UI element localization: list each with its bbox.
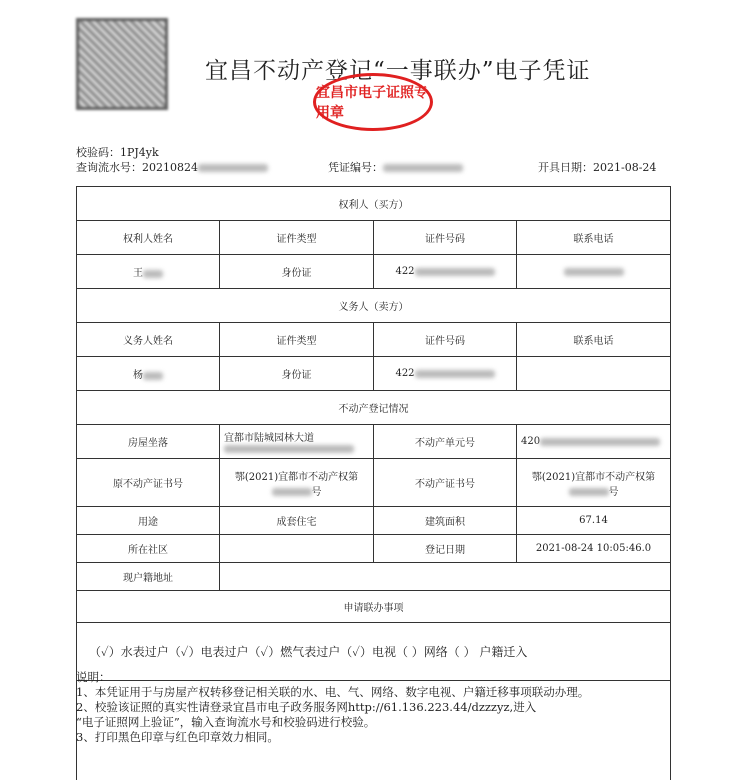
unit-cell	[517, 425, 671, 459]
obligor-header-idtype: 证件类型	[220, 323, 374, 357]
remarks-line-4: 3、打印黑色印章与红色印章效力相同。	[76, 730, 279, 744]
obligor-idtype: 身份证	[220, 357, 374, 391]
obligee-idtype: 身份证	[220, 255, 374, 289]
usage-value: 成套住宅	[220, 507, 374, 535]
obligee-idno-cell	[374, 255, 517, 289]
query-number-label: 查询流水号：20210824	[76, 161, 198, 174]
reg-date-label: 登记日期	[374, 535, 517, 563]
old-cert-suffix: 号	[311, 486, 322, 498]
redacted-query-number	[198, 164, 268, 172]
query-number	[76, 159, 268, 175]
obligee-header-name: 权利人姓名	[77, 221, 220, 255]
obligor-section-header: 义务人（卖方）	[77, 289, 671, 323]
redacted-name	[143, 372, 163, 380]
obligee-header-idno: 证件号码	[374, 221, 517, 255]
area-value: 67.14	[517, 507, 671, 535]
obligor-name: 杨	[133, 370, 143, 381]
obligee-header-idtype: 证件类型	[220, 221, 374, 255]
remarks-title: 说明：	[76, 670, 111, 684]
obligor-idno: 422	[395, 368, 415, 379]
redacted-idno	[415, 370, 495, 378]
registration-table	[76, 186, 671, 681]
hukou-value	[220, 563, 671, 591]
obligor-name-cell	[77, 357, 220, 391]
obligee-name-cell	[77, 255, 220, 289]
community-value	[220, 535, 374, 563]
property-section-header: 不动产登记情况	[77, 391, 671, 425]
cert-suffix: 号	[608, 486, 619, 498]
redacted-cert	[569, 488, 609, 496]
open-date: 开具日期：2021-08-24	[538, 161, 657, 174]
remarks-line-2: 2、校验该证照的真实性请登录宜昌市电子政务服务网http://61.136.223.44/dzzzyz,进入	[76, 700, 537, 714]
obligee-phone-cell	[517, 255, 671, 289]
verify-code: 校验码：1PJ4yk	[76, 146, 159, 159]
right-border	[670, 670, 671, 780]
seal-text: 宜昌市电子证照专用章	[316, 85, 428, 121]
obligor-header-name: 义务人姓名	[77, 323, 220, 357]
redacted-phone	[564, 268, 624, 276]
area-label: 建筑面积	[374, 507, 517, 535]
obligee-header-phone: 联系电话	[517, 221, 671, 255]
redacted-voucher-number	[383, 164, 463, 172]
obligee-section-header: 权利人（买方）	[77, 187, 671, 221]
old-cert-label: 原不动产证书号	[77, 459, 220, 507]
obligee-name: 王	[133, 268, 143, 279]
apply-section-header: 申请联办事项	[77, 591, 671, 623]
community-label: 所在社区	[77, 535, 220, 563]
voucher-number	[328, 159, 463, 175]
document-title: 宜昌不动产登记“一事联办”电子凭证	[205, 58, 591, 84]
old-cert-value: 鄂(2021)宜都市不动产权第	[234, 471, 359, 483]
obligor-idno-cell	[374, 357, 517, 391]
obligor-phone-cell	[517, 357, 671, 391]
obligor-header-idno: 证件号码	[374, 323, 517, 357]
apply-items: （✓）水表过户（✓）电表过户（✓）燃气表过户（✓）电视（ ）网络（ ） 户籍迁入	[77, 623, 671, 681]
qr-code	[76, 18, 168, 110]
location-value: 宜都市陆城园林大道	[224, 432, 314, 444]
reg-date-value: 2021-08-24 10:05:46.0	[517, 535, 671, 563]
official-seal	[313, 73, 433, 131]
redacted-address	[224, 445, 354, 453]
cert-value: 鄂(2021)宜都市不动产权第	[531, 471, 656, 483]
cert-cell	[517, 459, 671, 507]
voucher-number-label: 凭证编号：	[328, 161, 383, 174]
redacted-idno	[415, 268, 495, 276]
cert-label: 不动产证书号	[374, 459, 517, 507]
unit-value: 420	[521, 436, 541, 447]
unit-label: 不动产单元号	[374, 425, 517, 459]
hukou-label: 现户籍地址	[77, 563, 220, 591]
obligee-idno: 422	[395, 266, 415, 277]
location-label: 房屋坐落	[77, 425, 220, 459]
location-cell	[220, 425, 374, 459]
remarks-line-3: “电子证照网上验证”，输入查询流水号和校验码进行校验。	[76, 715, 376, 729]
remarks	[76, 670, 589, 745]
old-cert-cell	[220, 459, 374, 507]
redacted-cert	[272, 488, 312, 496]
redacted-name	[143, 270, 163, 278]
usage-label: 用途	[77, 507, 220, 535]
remarks-line-1: 1、本凭证用于与房屋产权转移登记相关联的水、电、气、网络、数字电视、户籍迁移事项联动办理。	[76, 685, 590, 699]
obligor-header-phone: 联系电话	[517, 323, 671, 357]
redacted-unit	[540, 438, 660, 446]
